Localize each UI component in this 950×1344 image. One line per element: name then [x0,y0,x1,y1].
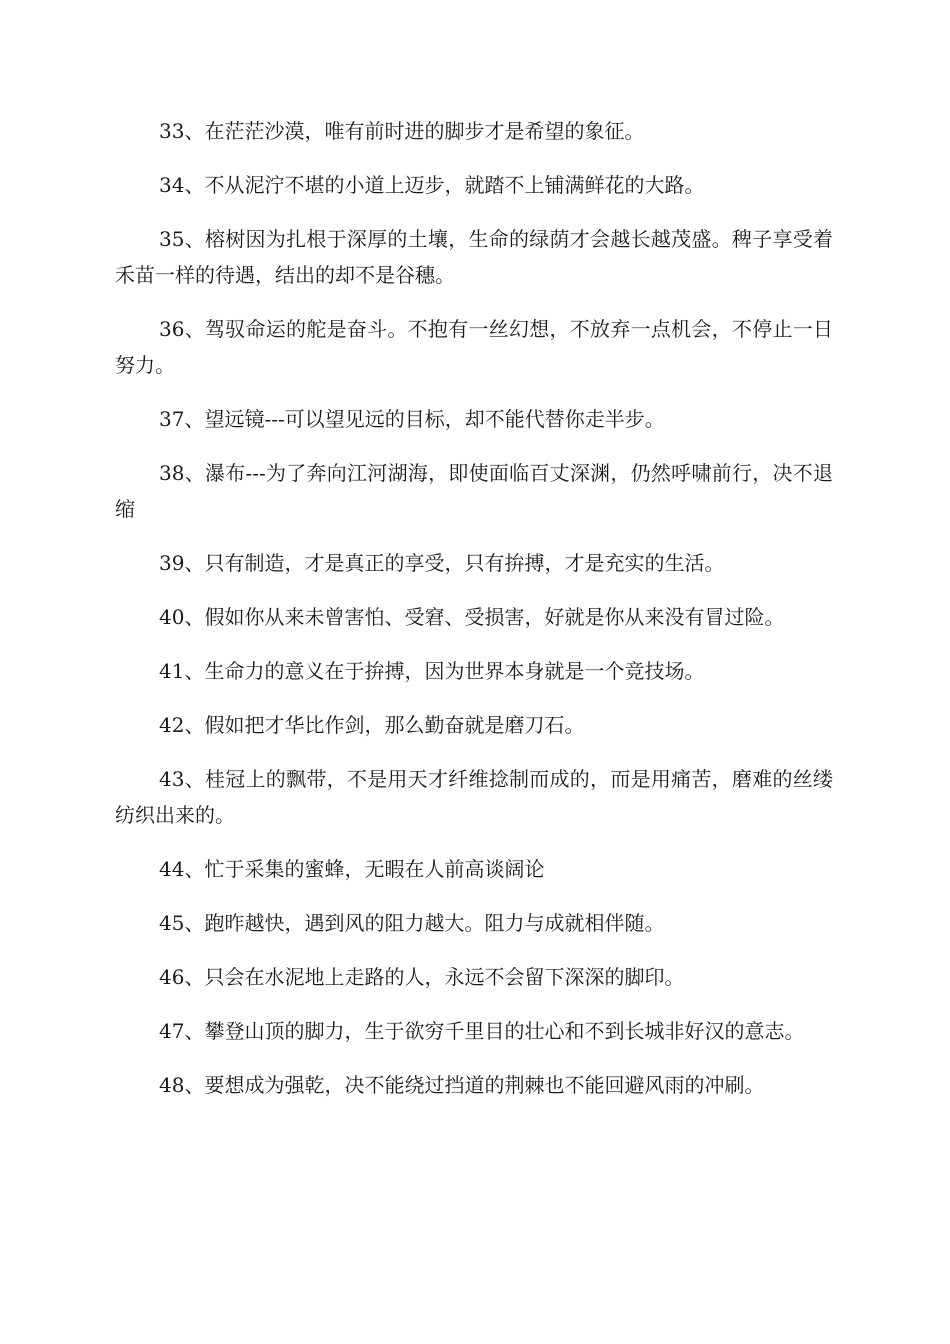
paragraph-41: 41、生命力的意义在于拚搏，因为世界本身就是一个竞技场。 [159,659,705,683]
paragraph-42: 42、假如把才华比作剑，那么勤奋就是磨刀石。 [159,713,585,737]
paragraph-46: 46、只会在水泥地上走路的人，永远不会留下深深的脚印。 [159,965,685,989]
paragraph-34: 34、不从泥泞不堪的小道上迈步，就踏不上铺满鲜花的大路。 [159,173,705,197]
paragraph-33: 33、在茫茫沙漠，唯有前时进的脚步才是希望的象征。 [159,119,645,143]
paragraph-36: 36、驾驭命运的舵是奋斗。不抱有一丝幻想，不放弃一点机会，不停止一日努力。 [115,317,833,377]
paragraph-40: 40、假如你从来未曾害怕、受窘、受损害，好就是你从来没有冒过险。 [159,605,785,629]
document-body [115,113,833,1121]
paragraph-38: 38、瀑布---为了奔向江河湖海，即使面临百丈深渊，仍然呼啸前行，决不退缩 [115,461,833,521]
paragraph-48: 48、要想成为强乾，决不能绕过挡道的荆棘也不能回避风雨的冲刷。 [159,1073,765,1097]
paragraph-47: 47、攀登山顶的脚力，生于欲穷千里目的壮心和不到长城非好汉的意志。 [159,1019,805,1043]
paragraph-37: 37、望远镜---可以望见远的目标，却不能代替你走半步。 [159,407,665,431]
paragraph-44: 44、忙于采集的蜜蜂，无暇在人前高谈阔论 [159,857,545,881]
paragraph-39: 39、只有制造，才是真正的享受，只有拚搏，才是充实的生活。 [159,551,725,575]
paragraph-45: 45、跑昨越快，遇到风的阻力越大。阻力与成就相伴随。 [159,911,665,935]
paragraph-43: 43、桂冠上的飘带，不是用天才纤维捻制而成的，而是用痛苦，磨难的丝缕纺织出来的。 [115,767,833,827]
paragraph-35: 35、榕树因为扎根于深厚的土壤，生命的绿荫才会越长越茂盛。稗子享受着禾苗一样的待遇，结出的却不是谷穗。 [115,227,833,287]
